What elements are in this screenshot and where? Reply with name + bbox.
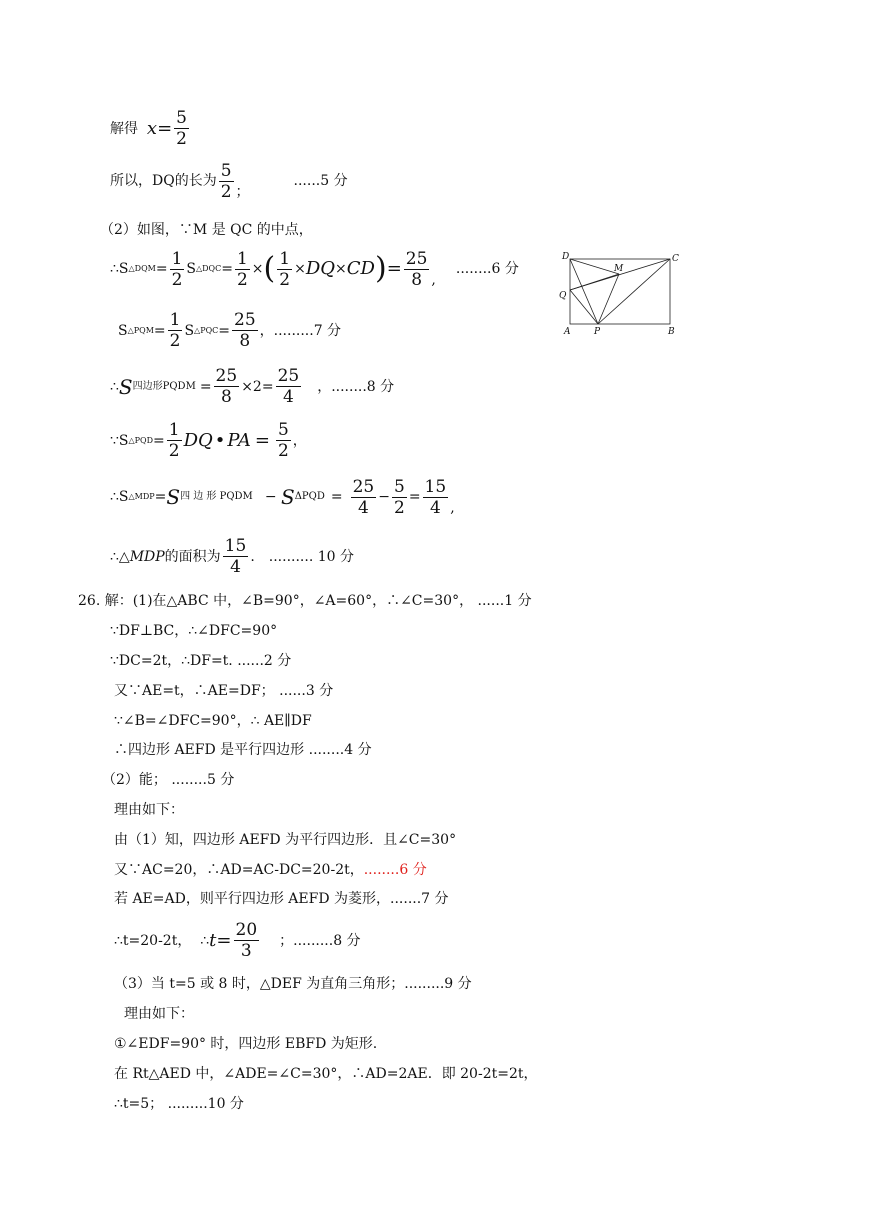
score-mark: .......... 10 分 — [268, 548, 354, 565]
label-q: Q — [559, 291, 567, 301]
text-dq-length: 所以，DQ的长为 — [110, 173, 217, 189]
part2-heading: （2）如图，∵M 是 QC 的中点， — [100, 222, 313, 238]
dq-length-line: 所以，DQ的长为 $\frac{5}{2}$ ； ......5 分 — [110, 160, 348, 202]
fraction: $\frac{5}{2}$ — [220, 160, 232, 202]
fraction: $\frac{15}{4}$ — [224, 536, 247, 577]
label-p: P — [594, 327, 601, 336]
p26-eq-line: ∴t=20-2t， ∴ t = $\frac{20}{3}$ ；.........8 分 — [114, 920, 361, 961]
p26-line-5: ∴四边形 AEFD 是平行四边形 ........4 分 — [114, 742, 372, 758]
score-mark: ，.........7 分 — [259, 322, 342, 339]
label-c: C — [672, 254, 679, 264]
text-solve: 解得 — [110, 120, 138, 137]
p26-line-14: 在 Rt△AED 中，∠ADE=∠C=30°，∴AD=2AE．即 20-2t=2t， — [114, 1066, 538, 1082]
p26-line-9: 又∵AC=20，∴AD=AC-DC=20-2t，........6 分 — [114, 862, 427, 878]
label-b: B — [668, 327, 675, 336]
fraction: $\frac{25}{8}$ — [234, 310, 256, 351]
label-a: A — [564, 327, 571, 336]
fraction: $\frac{5}{2}$ — [277, 420, 289, 461]
fraction: $\frac{5}{2}$ — [176, 108, 187, 149]
fraction: $\frac{25}{8}$ — [215, 366, 238, 407]
label-m: M — [614, 264, 624, 274]
fraction: $\frac{1}{2}$ — [171, 248, 183, 290]
score-mark: ........6 分 — [455, 261, 519, 277]
p26-line-8: 由（1）知，四边形 AEFD 为平行四边形．且∠C=30° — [114, 832, 457, 848]
segment-dm — [570, 259, 619, 274]
p26-line-12: 理由如下： — [124, 1006, 194, 1022]
area-pqd-line: ∵S △PQD = $\frac{1}{2}$ DQ • PA = $\frac{5}{2}$ ， — [110, 420, 307, 461]
p26-line-13: ①∠EDF=90° 时，四边形 EBFD 为矩形. — [114, 1036, 378, 1052]
fraction: $\frac{1}{2}$ — [168, 420, 180, 461]
equals: = — [157, 117, 173, 139]
p26-line-3: 又∵AE=t，∴AE=DF； ......3 分 — [114, 683, 334, 699]
p26-line-2: ∵DC=2t，∴DF=t. ......2 分 — [110, 653, 292, 669]
p26-line-1: ∵DF⊥BC，∴∠DFC=90° — [110, 623, 278, 639]
var-x: x — [146, 117, 158, 139]
score-mark: ......5 分 — [293, 173, 348, 189]
fraction: $\frac{1}{2}$ — [169, 310, 181, 351]
area-dqm-line: ∴S △DQM = $\frac{1}{2}$ S △DQC = $\frac{1}{2}$ × ( $\frac{1}{2}$ × DQ × CD ) = $\frac{25}{8}$ , ........6 分 — [110, 248, 519, 290]
fraction: $\frac{25}{4}$ — [277, 366, 300, 407]
area-quad-line: ∴ S 四边形PQDM = $\frac{25}{8}$ ×2= $\frac{25}{4}$ ，........8 分 — [110, 366, 395, 407]
fraction: $\frac{5}{2}$ — [393, 476, 405, 518]
geometry-figure — [556, 250, 686, 336]
area-mdp-line: ∴S △MDP = S 四 边 形 PQDM − S ΔPQD = $\frac{25}{4}$ − $\frac{5}{2}$ = $\frac{15}{4}$ , — [110, 476, 455, 518]
p26-line-11: （3）当 t=5 或 8 时，△DEF 为直角三角形；.........9 分 — [114, 976, 472, 992]
p26-line-0: 26. 解：(1)在△ABC 中，∠B=90°，∠A=60°，∴∠C=30°， ......1 分 — [78, 593, 532, 609]
fraction: $\frac{1}{2}$ — [279, 248, 291, 290]
segment-qp — [570, 290, 598, 324]
segment-pc — [598, 259, 670, 324]
p26-line-6: （2）能； ........5 分 — [102, 772, 235, 788]
score-mark: ；.........8 分 — [279, 932, 361, 949]
p26-line-15: ∴t=5； .........10 分 — [114, 1096, 244, 1112]
fraction: $\frac{25}{8}$ — [405, 248, 428, 290]
fraction: $\frac{25}{4}$ — [352, 476, 375, 518]
area-pqm-line: S △PQM = $\frac{1}{2}$ S △PQC = $\frac{25}{8}$ ，.........7 分 — [118, 310, 342, 351]
fraction: $\frac{15}{4}$ — [424, 476, 447, 518]
p26-line-4: ∵∠B=∠DFC=90°，∴ AE∥DF — [114, 713, 312, 729]
score-mark: ，........8 分 — [317, 378, 395, 395]
segment-pm — [598, 274, 619, 324]
p26-line-7: 理由如下： — [114, 802, 184, 818]
score-mark-red: ........6 分 — [363, 862, 427, 878]
solve-line — [110, 108, 191, 149]
p26-line-10: 若 AE=AD，则平行四边形 AEFD 为菱形，.......7 分 — [114, 891, 449, 907]
segment-dp — [570, 259, 598, 324]
mdp-result-line: ∴△ MDP 的面积为 $\frac{15}{4}$ . .......... 10 分 — [110, 536, 354, 577]
label-d: D — [562, 252, 570, 262]
fraction: $\frac{1}{2}$ — [236, 248, 248, 290]
fraction: $\frac{20}{3}$ — [235, 920, 258, 961]
